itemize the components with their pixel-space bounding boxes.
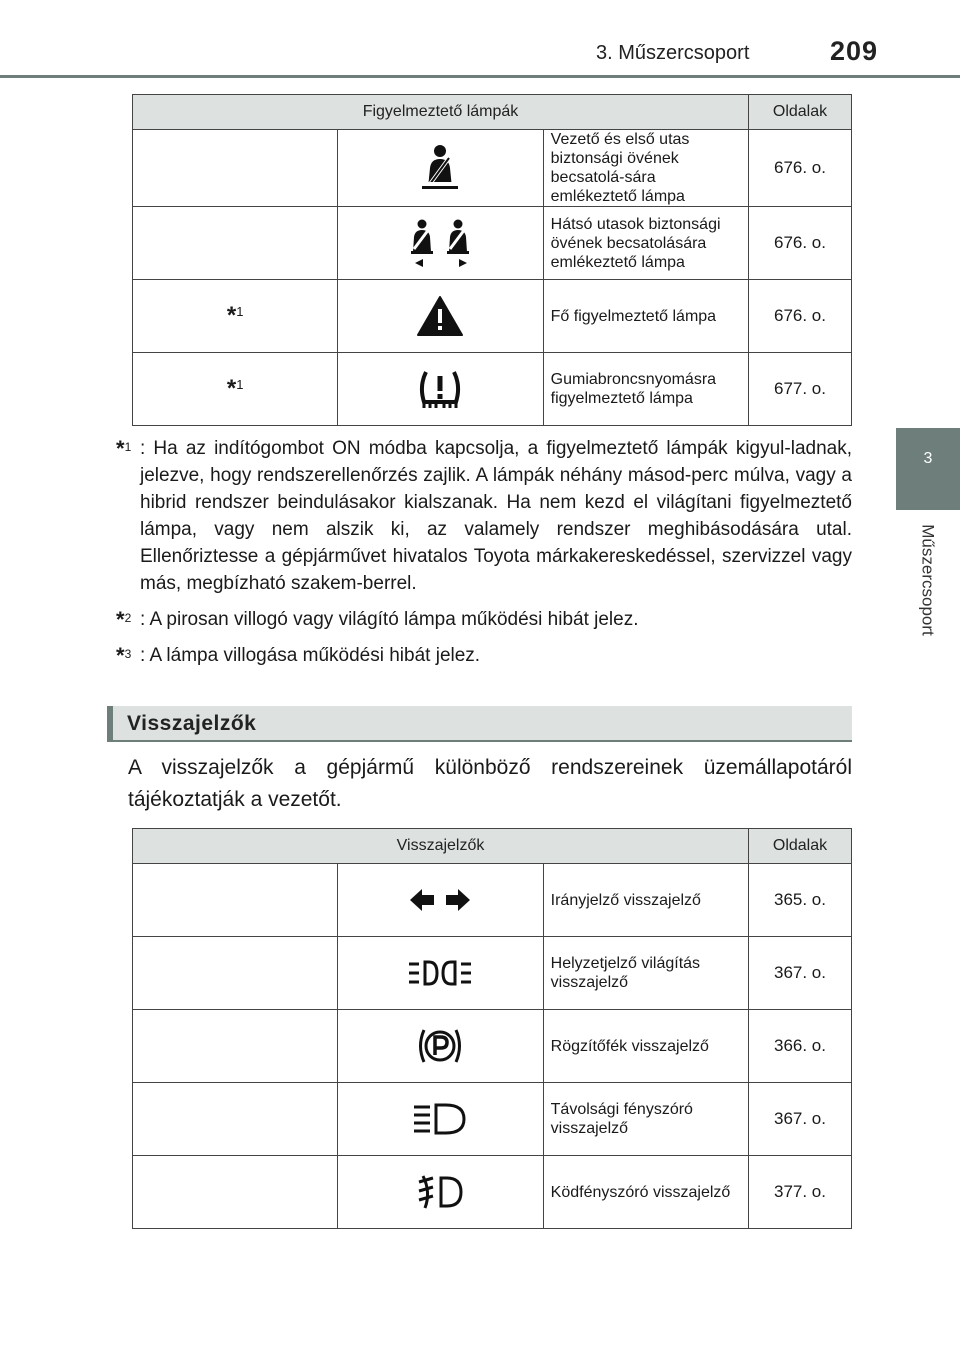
row-description: Irányjelző visszajelző — [543, 864, 748, 937]
table-header-row — [133, 829, 852, 864]
chapter-number: 3 — [923, 450, 933, 467]
row-page: 676. o. — [749, 280, 852, 353]
rear-seatbelt-icon — [338, 218, 542, 268]
footnote: *$^2$ : A pirosan villogó vagy világító lámpa működési hibát jelez. — [116, 607, 639, 632]
table-row — [133, 130, 852, 207]
col-header-lamps: Figyelmeztető lámpák — [133, 95, 749, 130]
row-icon-cell — [338, 1010, 543, 1083]
parking-brake-icon — [338, 1026, 542, 1066]
row-icon-cell — [338, 280, 543, 353]
row-page: 365. o. — [749, 864, 852, 937]
col-header-pages: Oldalak — [749, 95, 852, 130]
row-mark: *$^1$ — [133, 280, 338, 353]
row-mark: *$^1$ — [133, 353, 338, 426]
table-header-row — [133, 95, 852, 130]
footnote-text: : Ha az indítógombot ON módba kapcsolja, a figyelmeztető lámpák kigyul-ladnak, jelezve, hogy rendszerellenőrzés zajlik. A lámpák néhány másod-perc múlva, vagy a hibrid rendszer beindulásakor kialszanak. Ha nem kezd el világítani figyelmeztető lámpa, vagy nem alszik ki, az valamely rendszer meghibásodására utal. Ellenőriztesse a gépjárművet hivatalos Toyota márkakereskedéssel, szervizzel vagy más, megbízható szakem-berrel. — [140, 438, 852, 594]
master-warning-icon — [338, 295, 542, 337]
row-page: 676. o. — [749, 207, 852, 280]
row-page: 677. o. — [749, 353, 852, 426]
row-icon-cell — [338, 130, 543, 207]
row-description: Távolsági fényszóró visszajelző — [543, 1083, 748, 1156]
row-page: 377. o. — [749, 1156, 852, 1229]
row-mark — [133, 1083, 338, 1156]
table-row — [133, 353, 852, 426]
seatbelt-icon — [338, 144, 542, 192]
row-page: 366. o. — [749, 1010, 852, 1083]
row-description: Hátsó utasok biztonsági övének becsatolására emlékeztető lámpa — [543, 207, 748, 280]
row-mark — [133, 1156, 338, 1229]
turn-signal-icon — [338, 886, 542, 914]
footnote: *$^3$ : A lámpa villogása működési hibát jelez. — [116, 643, 481, 668]
row-icon-cell — [338, 207, 543, 280]
row-mark — [133, 864, 338, 937]
row-icon-cell — [338, 1083, 543, 1156]
row-icon-cell — [338, 1156, 543, 1229]
table-row — [133, 280, 852, 353]
footnote-text: : A pirosan villogó vagy világító lámpa működési hibát jelez. — [140, 609, 639, 630]
high-beam-icon — [338, 1101, 542, 1137]
row-page: 367. o. — [749, 1083, 852, 1156]
chapter-side-label-text: Műszercsoport — [919, 524, 939, 636]
chapter-tab — [896, 428, 960, 510]
col-header-pages: Oldalak — [749, 829, 852, 864]
fog-light-icon — [338, 1174, 542, 1210]
section-heading — [107, 706, 852, 742]
chapter-side-label — [896, 510, 960, 650]
indicators-table — [132, 828, 852, 1229]
parking-lights-icon — [338, 957, 542, 989]
table-row — [133, 1083, 852, 1156]
row-icon-cell — [338, 864, 543, 937]
row-mark — [133, 937, 338, 1010]
footnote: *$^1$ : Ha az indítógombot ON módba kapcsolja, a figyelmeztető lámpák kigyul-ladnak, jelezve, hogy rendszerellenőrzés zajlik. A lámpák néhány másod-perc múlva, vagy a hibrid rendszer beindulásakor kialszanak. Ha nem kezd el világítani figyelmeztető lámpa, vagy nem alszik ki, az valamely rendszer meghibásodására utal. Ellenőriztesse a gépjárművet hivatalos Toyota márkakereskedéssel, szervizzel vagy más, megbízható szakem-berrel. — [116, 436, 852, 594]
row-page: 367. o. — [749, 937, 852, 1010]
intro-paragraph: A visszajelzők a gépjármű különböző rendszereinek üzemállapotáról tájékoztatják a vezetőt. — [128, 756, 852, 811]
row-page: 676. o. — [749, 130, 852, 207]
warning-lamps-table — [132, 94, 852, 426]
table-row — [133, 864, 852, 937]
footnote-text: : A lámpa villogása működési hibát jelez. — [140, 645, 481, 666]
tire-pressure-icon — [338, 366, 542, 412]
row-icon-cell — [338, 937, 543, 1010]
row-description: Fő figyelmeztető lámpa — [543, 280, 748, 353]
table-row — [133, 1010, 852, 1083]
header-rule — [0, 75, 960, 78]
row-description: Gumiabroncsnyomásra figyelmeztető lámpa — [543, 353, 748, 426]
row-description: Rögzítőfék visszajelző — [543, 1010, 748, 1083]
row-mark — [133, 207, 338, 280]
col-header-indicators: Visszajelzők — [133, 829, 749, 864]
row-icon-cell — [338, 353, 543, 426]
section-heading-text: Visszajelzők — [127, 712, 257, 735]
row-mark — [133, 1010, 338, 1083]
table-row — [133, 1156, 852, 1229]
row-description: Vezető és első utas biztonsági övének becsatolá-sára emlékeztető lámpa — [543, 130, 748, 207]
table-row — [133, 937, 852, 1010]
row-mark — [133, 130, 338, 207]
table-row — [133, 207, 852, 280]
page-number: 209 — [830, 36, 879, 66]
footnotes — [116, 435, 852, 669]
row-description: Helyzetjelző világítás visszajelző — [543, 937, 748, 1010]
row-description: Ködfényszóró visszajelző — [543, 1156, 748, 1229]
running-header-section: 3. Műszercsoport — [596, 42, 750, 64]
